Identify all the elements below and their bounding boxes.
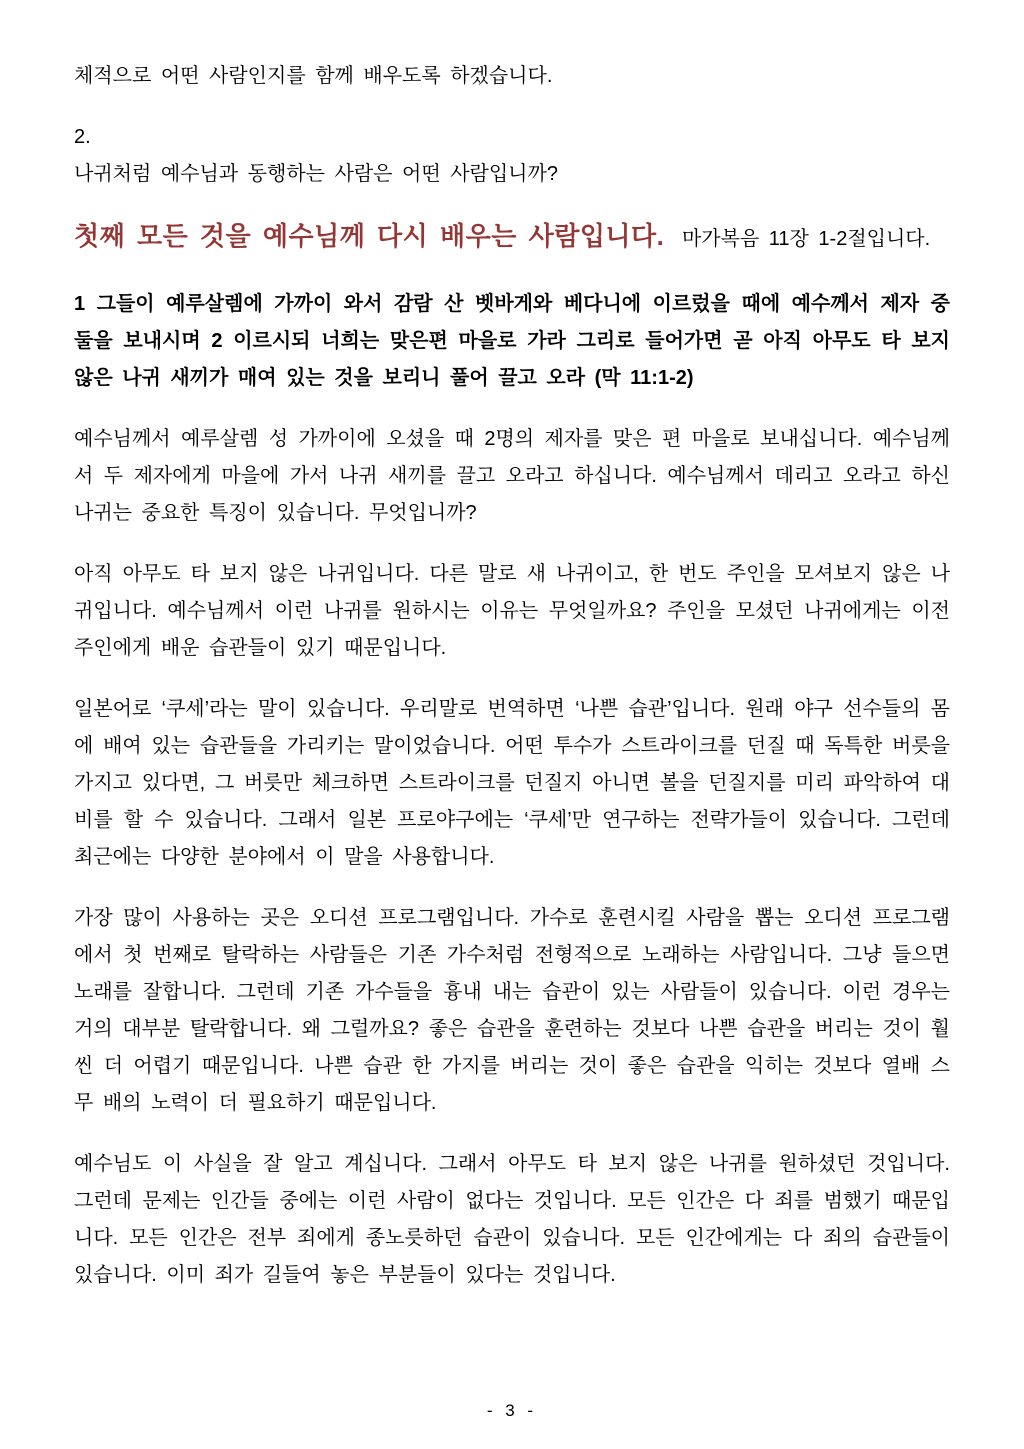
scripture-reference: 마가복음 11장 1-2절입니다. (681, 228, 931, 250)
body-paragraph-3: 일본어로 ‘쿠세’라는 말이 있습니다. 우리말로 번역하면 ‘나쁜 습관’입니다. 원래 야구 선수들의 몸에 배여 있는 습관들을 가리키는 말이었습니다. 어떤 투수가 스트라이크를 던질 때 독특한 버릇을 가지고 있다면, 그 버릇만 체크하면 스트라이크를 던질지 아니면 볼을 던질지를 미리 파악하여 대비를 할 수 있습니다. 그래서 일본 프로야구에는 ‘쿠세’만 연구하는 전략가들이 있습니다. 그런데 최근에는 다양한 분야에서 이 말을 사용합니다. (74, 698, 950, 868)
body-paragraph-4: 가장 많이 사용하는 곳은 오디션 프로그램입니다. 가수로 훈련시킬 사람을 뽑는 오디션 프로그램에서 첫 번째로 탈락하는 사람들은 기존 가수처럼 전형적으로 노래하는 사람입니다. 그냥 들으면 노래를 잘합니다. 그런데 기존 가수들을 흉내 내는 습관이 있는 사람들이 있습니다. 이런 경우는 거의 대부분 탈락합니다. 왜 그럴까요? 좋은 습관을 훈련하는 것보다 나쁜 습관을 버리는 것이 훨씬 더 어렵기 때문입니다. 나쁜 습관 한 가지를 버리는 것이 좋은 습관을 익히는 것보다 열배 스무 배의 노력이 더 필요하기 때문입니다. (74, 907, 950, 1114)
point-heading: 첫째 모든 것을 예수님께 다시 배우는 사람입니다. (74, 221, 665, 251)
body-paragraph-2: 아직 아무도 타 보지 않은 나귀입니다. 다른 말로 새 나귀이고, 한 번도 주인을 모셔보지 않은 나귀입니다. 예수님께서 이런 나귀를 원하시는 이유는 무엇일까요? 주인을 모셨던 나귀에게는 이전 주인에게 배운 습관들이 있기 때문입니다. (74, 563, 950, 659)
section-number: 2. (74, 126, 91, 148)
intro-paragraph: 체적으로 어떤 사람인지를 함께 배우도록 하겠습니다. (74, 65, 553, 87)
body-paragraph-5: 예수님도 이 사실을 잘 알고 계십니다. 그래서 아무도 타 보지 않은 나귀를 원하셨던 것입니다. 그런데 문제는 인간들 중에는 이런 사람이 없다는 것입니다. 모든 인간은 다 죄를 범했기 때문입니다. 모든 인간은 전부 죄에게 종노릇하던 습관이 있습니다. 모든 인간에게는 다 죄의 습관들이 있습니다. 이미 죄가 길들여 놓은 부분들이 있다는 것입니다. (74, 1153, 950, 1286)
section-header (74, 119, 950, 193)
scripture-quote: 1 그들이 예루살렘에 가까이 와서 감람 산 벳바게와 베다니에 이르렀을 때에 예수께서 제자 중 둘을 보내시며 2 이르시되 너희는 맞은편 마을로 가라 그리로 들어가면 곧 아직 아무도 타 보지 않은 나귀 새끼가 매여 있는 것을 보리니 풀어 끌고 오라 (막 11:1-2) (74, 293, 950, 389)
page-number: - 3 - (486, 1401, 538, 1420)
body-paragraph-1: 예수님께서 예루살렘 성 가까이에 오셨을 때 2명의 제자를 맞은 편 마을로 보내십니다. 예수님께서 두 제자에게 마을에 가서 나귀 새끼를 끌고 오라고 하십니다. 예수님께서 데리고 오라고 하신 나귀는 중요한 특징이 있습니다. 무엇입니까? (74, 428, 950, 524)
section-question: 나귀처럼 예수님과 동행하는 사람은 어떤 사람입니까? (74, 163, 558, 185)
point-heading-line (74, 217, 950, 256)
